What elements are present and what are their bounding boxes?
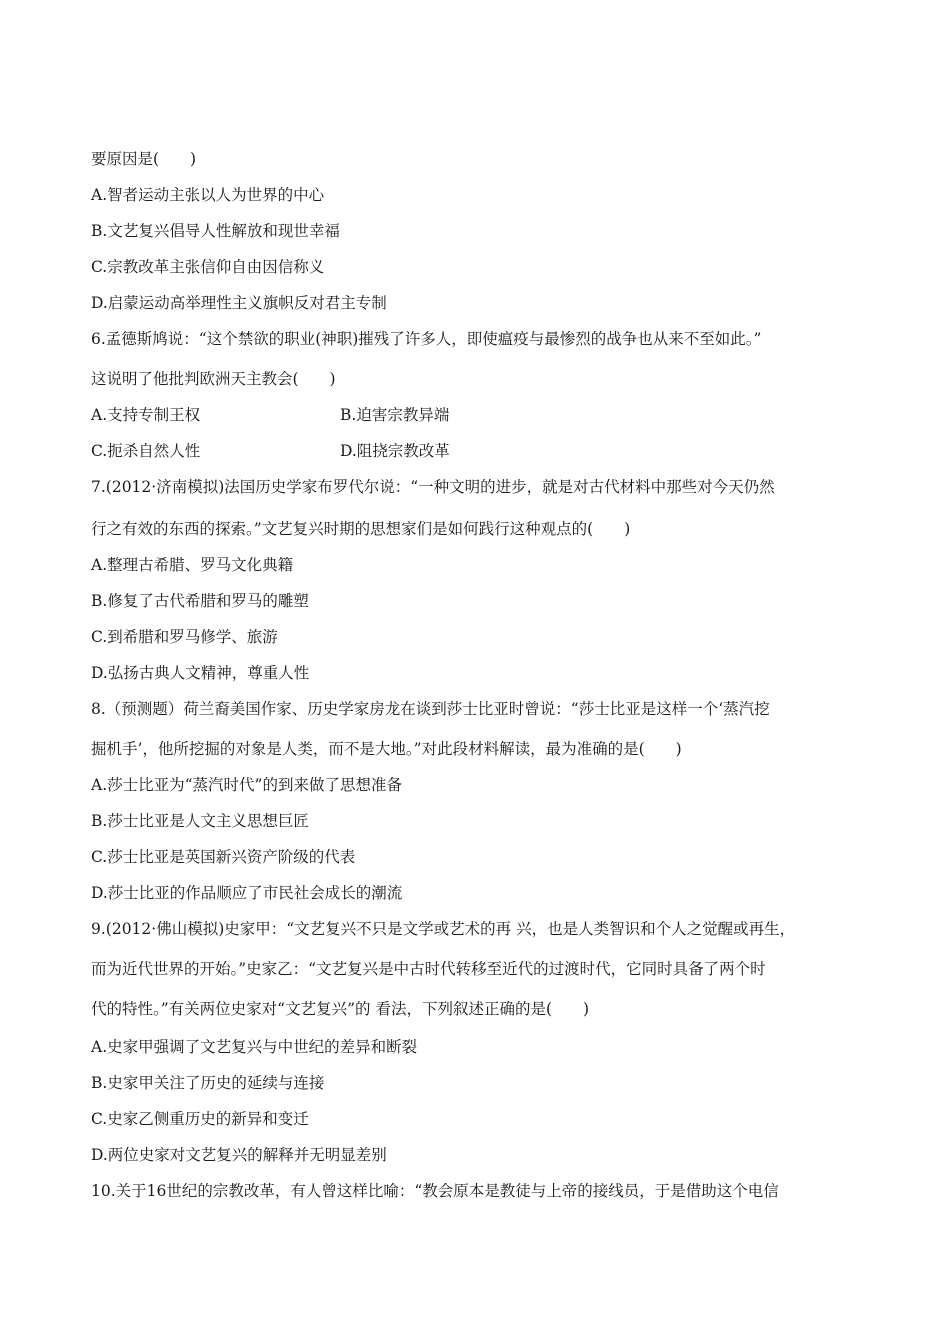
q8-option-c: C.莎士比亚是英国新兴资产阶级的代表 xyxy=(91,848,356,866)
q6-option-c: C.扼杀自然人性 xyxy=(91,442,201,460)
q7-option-d: D.弘扬古典人文精神，尊重人性 xyxy=(91,664,310,682)
q7-stem-line1: 7.(2012·济南模拟)法国历史学家布罗代尔说：“一种文明的进步，就是对古代材料中那些对今天仍然 xyxy=(91,478,775,496)
q6-option-a: A.支持专制王权 xyxy=(91,406,201,424)
q6-option-d: D.阻挠宗教改革 xyxy=(340,442,450,460)
q6-stem-line1: 6.孟德斯鸠说：“这个禁欲的职业(神职)摧残了许多人，即使瘟疫与最惨烈的战争也从来不至如此。” xyxy=(91,330,762,348)
q6-stem-line2: 这说明了他批判欧洲天主教会( ) xyxy=(91,370,336,388)
q7-stem-line2: 行之有效的东西的探索。”文艺复兴时期的思想家们是如何践行这种观点的( ) xyxy=(91,520,631,538)
q8-stem-line2: 掘机手’，他所挖掘的对象是人类，而不是大地。”对此段材料解读，最为准确的是( ) xyxy=(91,740,682,758)
q8-stem-line1: 8.（预测题）荷兰裔美国作家、历史学家房龙在谈到莎士比亚时曾说：“莎士比亚是这样一个‘蒸汽挖 xyxy=(91,700,770,718)
q5-option-c: C.宗教改革主张信仰自由因信称义 xyxy=(91,258,325,276)
q5-option-d: D.启蒙运动高举理性主义旗帜反对君主专制 xyxy=(91,294,387,312)
q9-stem-line3: 代的特性。”有关两位史家对“文艺复兴”的 看法，下列叙述正确的是( ) xyxy=(91,1000,590,1018)
q9-option-b: B.史家甲关注了历史的延续与连接 xyxy=(91,1074,325,1092)
q9-stem-line1: 9.(2012·佛山模拟)史家甲：“文艺复兴不只是文学或艺术的再 兴，也是人类智识和个人之觉醒或再生， xyxy=(91,920,796,938)
q8-option-b: B.莎士比亚是人文主义思想巨匠 xyxy=(91,812,309,830)
q7-option-b: B.修复了古代希腊和罗马的雕塑 xyxy=(91,592,309,610)
q8-option-a: A.莎士比亚为“蒸汽时代”的到来做了思想准备 xyxy=(91,776,402,794)
q9-stem-line2: 而为近代世界的开始。”史家乙：“文艺复兴是中古时代转移至近代的过渡时代，它同时具备了两个时 xyxy=(91,960,766,978)
q5-option-a: A.智者运动主张以人为世界的中心 xyxy=(91,186,325,204)
q7-option-a: A.整理古希腊、罗马文化典籍 xyxy=(91,556,294,574)
q9-option-a: A.史家甲强调了文艺复兴与中世纪的差异和断裂 xyxy=(91,1038,418,1056)
q9-option-c: C.史家乙侧重历史的新异和变迁 xyxy=(91,1110,309,1128)
q9-option-d: D.两位史家对文艺复兴的解释并无明显差别 xyxy=(91,1146,387,1164)
q5-stem-tail: 要原因是( ) xyxy=(91,150,197,168)
q7-option-c: C.到希腊和罗马修学、旅游 xyxy=(91,628,278,646)
q8-option-d: D.莎士比亚的作品顺应了市民社会成长的潮流 xyxy=(91,884,403,902)
q5-option-b: B.文艺复兴倡导人性解放和现世幸福 xyxy=(91,222,340,240)
q6-option-b: B.迫害宗教异端 xyxy=(340,406,450,424)
q10-stem-line1: 10.关于16世纪的宗教改革，有人曾这样比喻：“教会原本是教徒与上帝的接线员，于是借助这个电信 xyxy=(91,1182,779,1200)
